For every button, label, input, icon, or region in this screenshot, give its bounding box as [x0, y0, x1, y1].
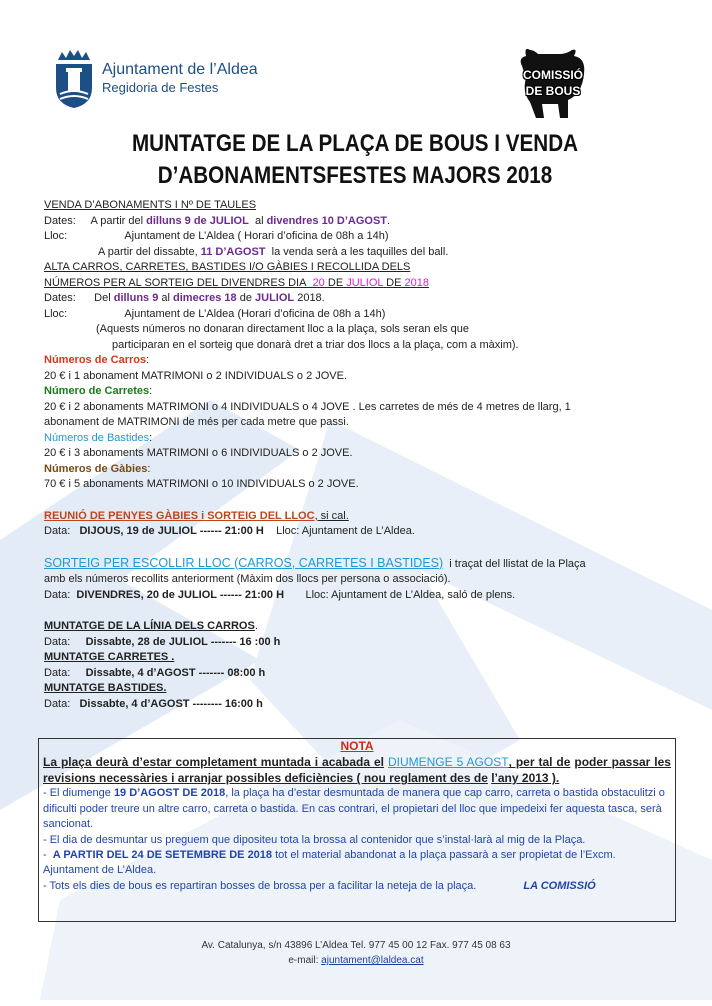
- section3-heading: [44, 509, 684, 525]
- heading-tail: .: [254, 620, 258, 632]
- date-highlight: A PARTIR DEL 24 DE SETEMBRE DE 2018: [52, 849, 273, 862]
- organization-subtitle: Regidoria de Festes: [102, 80, 219, 95]
- label: Dates:: [44, 214, 76, 227]
- text: NÚMEROS PER AL SORTEIG DEL DIVENDRES DIA: [44, 276, 307, 289]
- date-highlight: JULIOL: [346, 276, 384, 289]
- text: DE: [386, 276, 402, 289]
- text: Ajuntament de L’Aldea (Horari d’oficina de 08h a 14h): [124, 307, 386, 320]
- date-highlight: dilluns 9 de JULIOL: [146, 214, 249, 227]
- text: .: [387, 214, 391, 227]
- section5-date-2: [44, 666, 684, 682]
- note-point-1: [43, 786, 671, 832]
- title-line-2: D’ABONAMENTSFESTES MAJORS 2018: [157, 162, 553, 189]
- section4-date: [44, 588, 684, 604]
- organization-name-block: [102, 61, 258, 97]
- heading-tail: i traçat del llistat de la Plaça: [449, 557, 586, 570]
- label: Lloc:: [44, 307, 68, 320]
- organization-logo: [52, 48, 258, 110]
- text: A partir del dissabte,: [98, 245, 198, 258]
- text: Del: [94, 292, 111, 304]
- text: DE: [327, 276, 344, 289]
- note-point-4: [43, 879, 671, 894]
- place-text: Lloc: Ajuntament de L’Aldea, saló de plens.: [305, 588, 516, 601]
- section1-heading: VENDA D’ABONAMENTS I Nº DE TAULES: [44, 199, 257, 211]
- date-text: Dissabte, 4 d’AGOST ------- 08:00 h: [85, 666, 266, 679]
- text: obstaculitzi o dificulti poder treure un altre carro, carreta o bastida. En cas contrari, el propietari del lloc que impedeixi: [43, 787, 665, 815]
- organization-name: Ajuntament de l’Aldea: [102, 61, 258, 78]
- section2-note-2: participaran en el sorteig que donarà dret a triar dos llocs a la plaça, com a màxim).: [112, 338, 519, 351]
- note-main-text: poder passar les revisions necessàries i arranjar possibles deficiències ( nou reglament des de: [43, 755, 671, 786]
- signature: LA COMISSIÓ: [523, 879, 596, 892]
- bastides-text: 20 € i 3 abonaments MATRIMONI o 6 INDIVIDUALS o 2 JOVE.: [44, 447, 353, 459]
- note-main-text: , per tal de: [508, 755, 571, 770]
- section5-heading-1: [44, 619, 684, 635]
- text: -: [43, 849, 47, 862]
- section2-note-1: (Aquests números no donaran directament lloc a la plaça, sols seran els que: [96, 323, 469, 335]
- text: al: [254, 214, 264, 227]
- section1-place: [44, 229, 684, 245]
- text: al: [161, 292, 170, 304]
- text: fer aquesta tasca, serà sancionat.: [43, 802, 662, 831]
- note-main-text: l’any 2013 ).: [491, 771, 560, 786]
- footer-email-line: [0, 953, 712, 968]
- bastides-label-line: Números de Bastides:: [44, 431, 153, 444]
- label: Lloc:: [44, 230, 68, 242]
- carretes-text-2: abonament de MATRIMONI de més per cada metre que passi.: [44, 416, 349, 428]
- text: Ajuntament de L’Aldea.: [43, 864, 157, 877]
- date-text: Dissabte, 28 de JULIOL ------- 16 :00 h: [85, 635, 281, 648]
- note-main-text: La plaça deurà d’estar completament muntada i acabada el: [43, 755, 385, 770]
- gabies-text: 70 € i 5 abonaments MATRIMONI o 10 INDIVIDUALS o 2 JOVE.: [44, 478, 359, 490]
- section2-dates: [44, 291, 684, 307]
- date-highlight: dilluns 9: [113, 292, 159, 304]
- date-highlight: 20: [312, 276, 325, 289]
- footer-address: Av. Catalunya, s/n 43896 L’Aldea Tel. 977 45 00 12 Fax. 977 45 08 63: [201, 940, 511, 951]
- label: Data:: [44, 588, 71, 601]
- date-highlight: 2018: [404, 276, 429, 289]
- carretes-label: Número de Carretes: [44, 385, 150, 397]
- text: la venda serà a les taquilles del ball.: [271, 245, 449, 258]
- section5-heading-3: MUNTATGE BASTIDES.: [44, 682, 167, 694]
- section2-heading-1: ALTA CARROS, CARRETES, BASTIDES I/O GÀBIES I RECOLLIDA DELS: [44, 261, 411, 273]
- commission-logo: [508, 44, 598, 120]
- text: A partir del: [90, 214, 144, 227]
- date-highlight: dimecres 18: [173, 292, 237, 304]
- page-title: [110, 128, 600, 192]
- email-link[interactable]: ajuntament@laldea.cat: [321, 955, 424, 966]
- section5-date-3: [44, 697, 684, 713]
- main-content: [44, 198, 684, 712]
- date-highlight: 11 D’AGOST: [200, 245, 266, 258]
- label: Data:: [44, 635, 71, 648]
- email-label: e-mail:: [288, 955, 319, 966]
- section5-heading-2: MUNTATGE CARRETES .: [44, 651, 175, 663]
- date-highlight: 19 D’AGOST DE 2018: [113, 787, 226, 800]
- carretes-label-line: Número de Carretes:: [44, 385, 153, 397]
- note-point-3: [43, 848, 671, 879]
- heading-text: SORTEIG PER ESCOLLIR LLOC (CARROS, CARRETES I BASTIDES): [44, 555, 444, 570]
- gabies-label-line: Números de Gàbies:: [44, 462, 151, 475]
- section5-date-1: [44, 635, 684, 651]
- carretes-text-1: 20 € i 2 abonaments MATRIMONI o 4 INDIVIDUALS o 4 JOVE . Les carretes de més de 4 metres de llarg, 1: [44, 400, 571, 413]
- text: 2018.: [297, 292, 325, 304]
- place-text: Lloc: Ajuntament de L’Aldea.: [276, 525, 415, 537]
- date-highlight: JULIOL: [255, 292, 295, 304]
- commission-logo-line1: COMISSIÓ: [522, 68, 583, 82]
- commission-logo-line2: DE BOUS: [525, 84, 581, 98]
- section2-heading-2: [44, 276, 684, 292]
- text: - El diumenge: [43, 787, 111, 800]
- note-box: [38, 738, 676, 922]
- gabies-label: Números de Gàbies: [44, 462, 148, 475]
- bastides-label: Números de Bastides: [44, 431, 150, 444]
- section4-heading: [44, 556, 684, 573]
- label: Data:: [44, 697, 71, 710]
- text: tot el material abandonat a la plaça passarà a ser propietat de l’Excm.: [275, 849, 616, 862]
- label: Dates:: [44, 292, 76, 304]
- bull-logo-icon: [508, 44, 598, 120]
- note-point-2: - El dia de desmuntar us preguem que dipositeu tota la brossa al contenidor que s’instal·larà al mig de la Plaça.: [43, 833, 586, 846]
- section2-place: [44, 307, 684, 323]
- title-line-1: MUNTATGE DE LA PLAÇA DE BOUS I VENDA: [131, 130, 579, 157]
- heading-tail: , si cal.: [314, 509, 349, 522]
- note-main: [43, 754, 671, 786]
- text: , la plaça ha d’estar desmuntada de manera que cap carro, carreta o bastida: [225, 787, 599, 800]
- date-text: DIVENDRES, 20 de JULIOL ------ 21:00 H: [76, 588, 285, 601]
- label: Data:: [44, 666, 71, 679]
- date-text: Dissabte, 4 d’AGOST -------- 16:00 h: [79, 697, 263, 710]
- section4-line2: amb els números recollits anteriorment (Màxim dos llocs per persona o associació).: [44, 573, 451, 585]
- label: Data:: [44, 525, 71, 537]
- text: de: [239, 292, 252, 304]
- footer: [0, 938, 712, 968]
- note-title: NOTA: [340, 739, 374, 753]
- text: - Tots els dies de bous es repartiran bosses de brossa per a facilitar la neteja de la plaça.: [43, 879, 477, 892]
- date-highlight: divendres 10 D’AGOST: [266, 214, 388, 227]
- section3-date: [44, 524, 684, 540]
- note-date-highlight: DIUMENGE 5 AGOST: [387, 755, 509, 770]
- carros-label: Números de Carros: [44, 354, 147, 366]
- carros-label-line: Números de Carros:: [44, 354, 150, 366]
- section1-dates: [44, 214, 684, 230]
- coat-of-arms-icon: [52, 48, 96, 110]
- heading-text: MUNTATGE DE LA LÍNIA DELS CARROS: [44, 620, 255, 632]
- date-text: DIJOUS, 19 de JULIOL ------ 21:00 H: [79, 525, 264, 537]
- text: Ajuntament de L’Aldea ( Horari d’oficina de 08h a 14h): [124, 230, 389, 242]
- section1-extra: [44, 245, 684, 261]
- heading-text: REUNIÓ DE PENYES GÀBIES i SORTEIG DEL LLOC: [44, 509, 315, 522]
- carros-text: 20 € i 1 abonament MATRIMONI o 2 INDIVIDUALS o 2 JOVE.: [44, 369, 348, 382]
